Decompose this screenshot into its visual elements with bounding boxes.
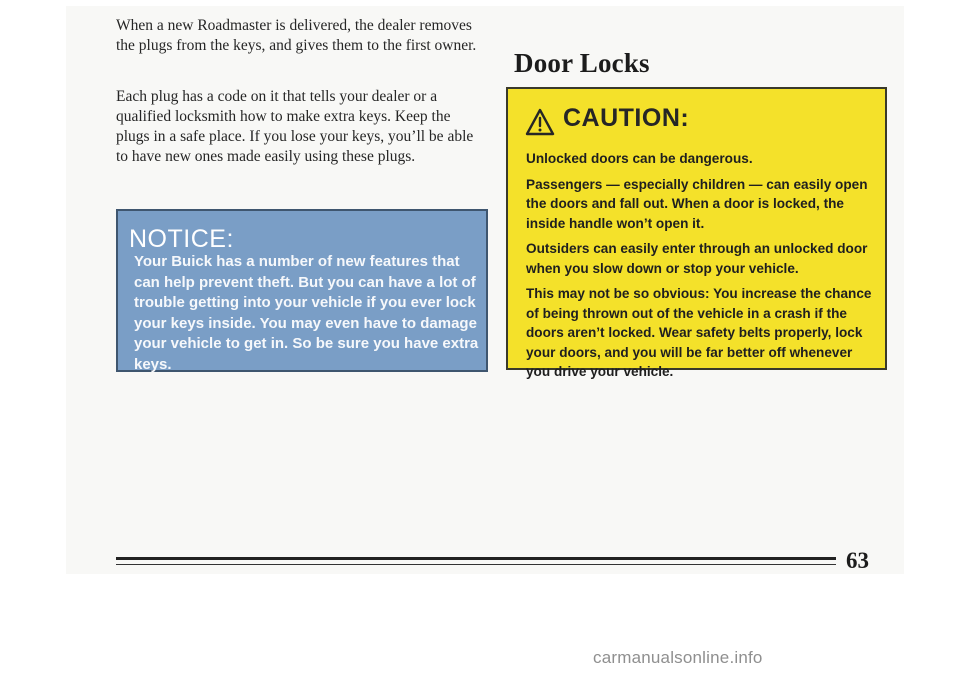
caution-paragraph: This may not be so obvious: You increase the chance of being thrown out of the vehicle in a crash if the doors aren’t locked. Wear safety belts properly, lock your doors, and you will be far better off whenever you drive your vehicle.	[526, 286, 872, 379]
body-paragraph: When a new Roadmaster is delivered, the dealer removes the plugs from the keys, and gives them to the first owner.	[116, 17, 477, 54]
section-heading: Door Locks	[514, 48, 650, 78]
notice-text: Your Buick has a number of new features that can help prevent theft. But you can have a lot of trouble getting into your vehicle if you ever lock your keys inside. You may even have to damage your vehicle to get in. So be sure you have extra keys.	[134, 253, 479, 373]
notice-box	[116, 209, 488, 372]
caution-paragraph: Unlocked doors can be dangerous.	[526, 151, 753, 166]
notice-title: NOTICE:	[129, 225, 234, 253]
caution-text	[526, 149, 872, 388]
page-number: 63	[846, 548, 869, 573]
caution-paragraph: Passengers — especially children — can easily open the doors and fall out. When a door is locked, the inside handle won’t open it.	[526, 176, 868, 231]
footer-rule	[116, 557, 836, 560]
warning-triangle-icon	[525, 108, 555, 136]
body-paragraph: Each plug has a code on it that tells your dealer or a qualified locksmith how to make extra keys. Keep the plugs in a safe place. If you lose your keys, you’ll be able to have new ones made easily using these plugs.	[116, 88, 474, 165]
caution-title: CAUTION:	[563, 104, 690, 132]
site-watermark: carmanualsonline.info	[593, 648, 763, 667]
caution-paragraph: Outsiders can easily enter through an unlocked door when you slow down or stop your vehicle.	[526, 241, 868, 276]
footer-rule	[116, 564, 836, 565]
caution-box	[506, 87, 887, 379]
